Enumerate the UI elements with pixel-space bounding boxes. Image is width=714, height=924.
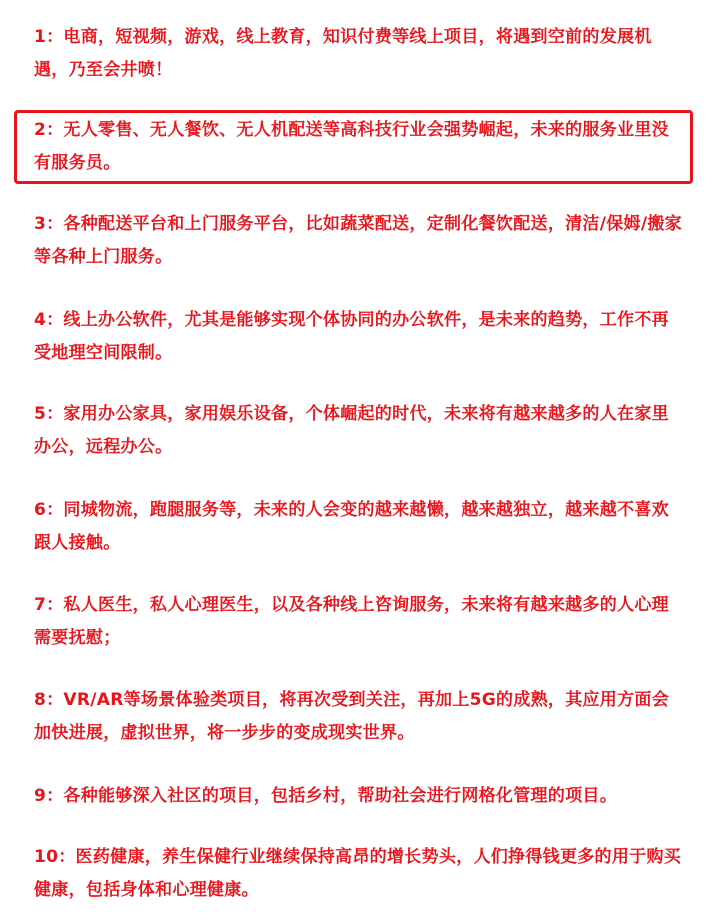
list-item-1: 1：电商，短视频，游戏，线上教育，知识付费等线上项目，将遇到空前的发展机遇，乃至会井喷！ (34, 27, 652, 80)
list-item-9: 9：各种能够深入社区的项目，包括乡村，帮助社会进行网格化管理的项目。 (34, 786, 618, 806)
list-item-6: 6：同城物流，跑腿服务等，未来的人会变的越来越懒，越来越独立，越来越不喜欢跟人接触。 (34, 500, 669, 553)
list-item-2: 2：无人零售、无人餐饮、无人机配送等高科技行业会强势崛起，未来的服务业里没有服务员。 (34, 120, 669, 173)
list-item-7: 7：私人医生，私人心理医生，以及各种线上咨询服务，未来将有越来越多的人心理需要抚慰； (34, 595, 669, 648)
list-item-10: 10：医药健康，养生保健行业继续保持高昂的增长势头，人们挣得钱更多的用于购买健康，包括身体和心理健康。 (34, 847, 682, 900)
list-item-8: 8：VR/AR等场景体验类项目，将再次受到关注，再加上5G的成熟，其应用方面会加快进展，虚拟世界，将一步步的变成现实世界。 (34, 690, 670, 743)
list-item-3: 3：各种配送平台和上门服务平台，比如蔬菜配送，定制化餐饮配送，清洁/保姆/搬家等各种上门服务。 (34, 214, 682, 267)
list-item-5: 5：家用办公家具，家用娱乐设备，个体崛起的时代，未来将有越来越多的人在家里办公，远程办公。 (34, 404, 669, 457)
list-item-4: 4：线上办公软件，尤其是能够实现个体协同的办公软件，是未来的趋势，工作不再受地理空间限制。 (34, 310, 669, 363)
